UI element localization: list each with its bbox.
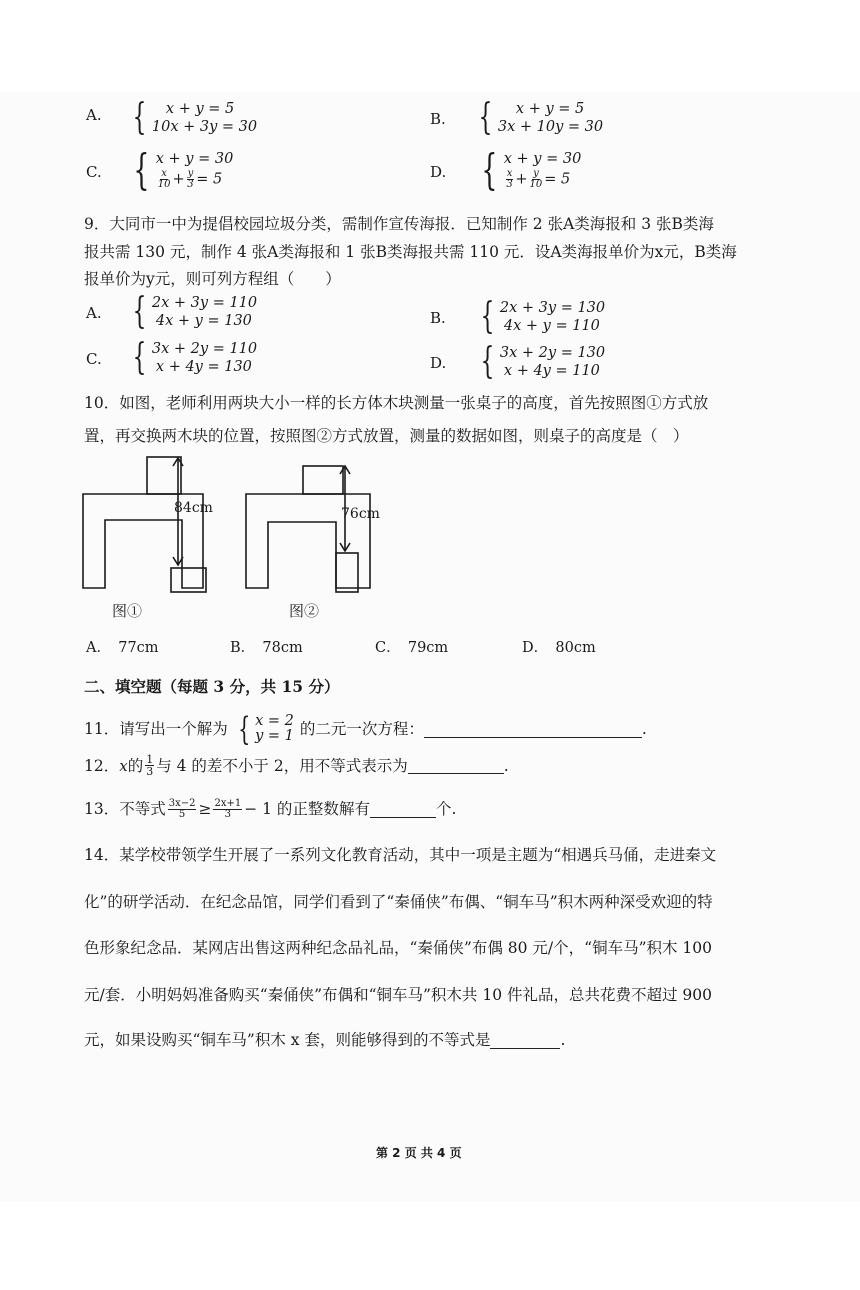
- q11-suffix: 的二元一次方程：: [299, 720, 424, 738]
- fig2-measure-label: 76cm: [341, 506, 380, 522]
- figure-2: [246, 466, 370, 592]
- q10-option-d: D． 80cm: [522, 640, 596, 656]
- fig2-caption: 图②: [289, 602, 320, 620]
- q9-option-a-label: A.: [86, 304, 102, 322]
- q8-option-b-system: { x + y = 5 3x + 10y = 30: [478, 97, 604, 138]
- equation: x + y = 5: [165, 101, 235, 117]
- q9-option-b-system: { 2x + 3y = 130 4x + y = 110: [480, 296, 606, 337]
- figure-1: [83, 457, 206, 592]
- q8-option-a-system: { x + y = 5 10x + 3y = 30: [132, 97, 258, 138]
- q9-option-d-label: D.: [430, 354, 447, 372]
- q8-option-c-system: { x + y = 30 $\frac{x}{10}$ + $\frac{y}{3}$ = 5: [133, 145, 234, 194]
- q9-option-c-label: C.: [86, 350, 102, 368]
- equation: 2x + 3y = 130: [499, 300, 606, 316]
- q11-prefix: 11．请写出一个解为: [84, 720, 228, 738]
- q9-line-1: 9．大同市一中为提倡校园垃圾分类，需制作宣传海报．已知制作 2 张A类海报和 3 张B类海: [84, 215, 714, 233]
- equation: $\frac{x}{3}$ + $\frac{y}{10}$ = 5: [506, 168, 571, 190]
- q14-line-1: 14．某学校带领学生开展了一系列文化教育活动，其中一项是主题为“相遇兵马俑，走进秦文: [84, 846, 717, 864]
- q9-line-3: 报单价为y元，则可列方程组（ ）: [84, 270, 341, 288]
- equation: $\frac{x}{10}$ + $\frac{y}{3}$ = 5: [157, 168, 223, 190]
- equation: x + y = 30: [503, 151, 582, 167]
- q9-option-d-system: { 3x + 2y = 130 x + 4y = 110: [480, 341, 606, 382]
- q8-option-a-label: A.: [86, 106, 102, 124]
- equation: x + y = 5: [515, 101, 585, 117]
- answer-blank[interactable]: [424, 721, 642, 738]
- q13: 13．不等式 $\frac{3x-2}{5}$ ≥ $\frac{2x+1}{3}$ − 1 的正整数解有 个.: [84, 797, 457, 820]
- answer-blank[interactable]: [408, 757, 504, 774]
- q10-figures: [78, 450, 398, 625]
- equation: 3x + 2y = 130: [499, 345, 606, 361]
- q10-line-1: 10．如图，老师利用两块大小一样的长方体木块测量一张桌子的高度，首先按照图①方式放: [84, 394, 709, 412]
- equation: 2x + 3y = 110: [151, 295, 258, 311]
- q12: 12． x 的 $\frac{1}{3}$ 与 4 的差不小于 2，用不等式表示为 .: [84, 753, 509, 778]
- equation: x + 4y = 130: [155, 359, 252, 375]
- q8-option-b-label: B.: [430, 110, 446, 128]
- q9-option-c-system: { 3x + 2y = 110 x + 4y = 130: [132, 337, 258, 378]
- equation: x + 4y = 110: [503, 363, 600, 379]
- q9-option-a-system: { 2x + 3y = 110 4x + y = 130: [132, 291, 258, 332]
- wood-block-top: [303, 466, 343, 494]
- answer-blank[interactable]: [490, 1032, 560, 1049]
- q14-line-4: 元/套．小明妈妈准备购买“秦俑侠”布偶和“铜车马”积木共 10 件礼品，总共花费不超过 900: [84, 986, 713, 1004]
- q8-option-d-label: D.: [430, 163, 447, 181]
- fraction: $\frac{3x-2}{5}$: [168, 797, 196, 820]
- q9-line-2: 报共需 130 元，制作 4 张A类海报和 1 张B类海报共需 110 元．设A类海报单价为x元，B类海: [84, 243, 737, 261]
- q8-option-d-system: { x + y = 30 $\frac{x}{3}$ + $\frac{y}{10}$ = 5: [481, 145, 582, 194]
- q9-option-b-label: B.: [430, 309, 446, 327]
- q14-line-5: 元，如果设购买“铜车马”积木 x 套，则能够得到的不等式是 .: [84, 1031, 566, 1049]
- section-title: 二、填空题（每题 3 分，共 15 分）: [84, 677, 340, 696]
- equation: 3x + 2y = 110: [151, 341, 258, 357]
- q14-line-2: 化”的研学活动．在纪念品馆，同学们看到了“秦俑侠”布偶、“铜车马”积木两种深受欢迎的特: [84, 893, 713, 911]
- equation: x + y = 30: [155, 151, 234, 167]
- wood-block-bottom: [336, 553, 358, 592]
- equation: 3x + 10y = 30: [497, 119, 604, 135]
- q14-line-3: 色形象纪念品．某网店出售这两种纪念品礼品，“秦俑侠”布偶 80 元/个，“铜车马”积木 100: [84, 939, 713, 957]
- q10-option-c: C． 79cm: [375, 640, 449, 656]
- q10-line-2: 置，再交换两木块的位置，按照图②方式放置，测量的数据如图，则桌子的高度是（ ）: [84, 427, 689, 445]
- answer-blank[interactable]: [370, 801, 436, 818]
- fraction: $\frac{1}{3}$: [146, 753, 154, 778]
- equation: 4x + y = 130: [155, 313, 252, 329]
- q11-system: { x = 2 y = 1: [237, 710, 294, 748]
- q10-option-b: B． 78cm: [230, 640, 303, 656]
- q10-option-a: A． 77cm: [86, 640, 159, 656]
- page-number: 第 2 页 共 4 页: [376, 1146, 462, 1160]
- fig1-measure-label: 84cm: [174, 500, 213, 516]
- fraction: $\frac{2x+1}{3}$: [214, 797, 242, 820]
- q8-option-c-label: C.: [86, 163, 102, 181]
- equation: 4x + y = 110: [503, 318, 600, 334]
- equation: 10x + 3y = 30: [151, 119, 258, 135]
- q11: 11．请写出一个解为 { x = 2 y = 1 的二元一次方程： .: [84, 710, 647, 748]
- fig1-caption: 图①: [112, 602, 143, 620]
